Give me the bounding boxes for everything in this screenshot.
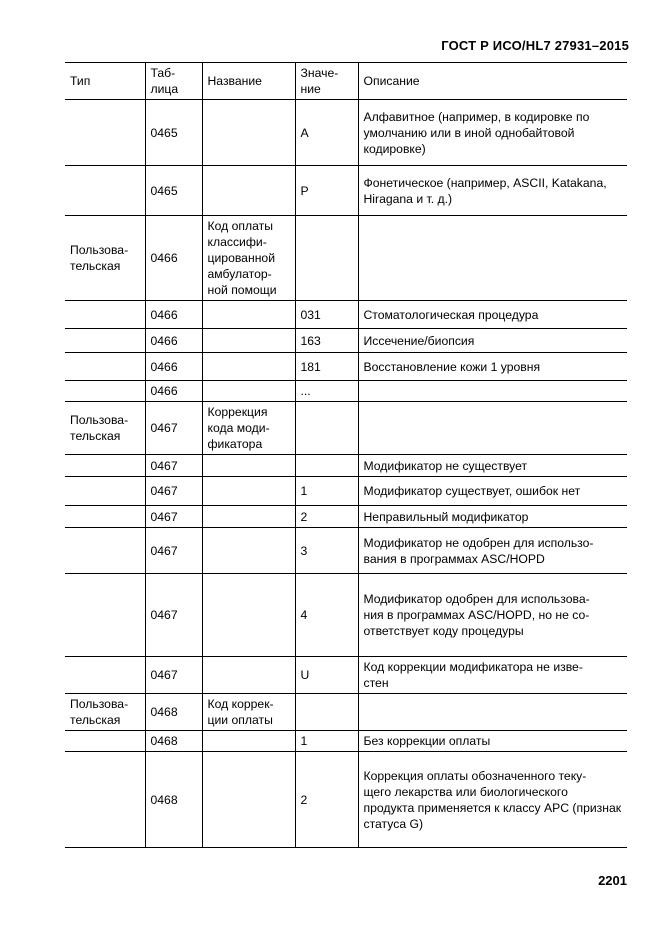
value-cell: 4	[295, 574, 358, 657]
table-number-cell: 0467	[145, 528, 202, 574]
value-cell: P	[295, 166, 358, 216]
value-cell: ...	[295, 381, 358, 402]
description-cell: Восстановление кожи 1 уровня	[358, 353, 627, 381]
name-cell	[202, 752, 295, 848]
name-cell	[202, 301, 295, 329]
name-cell: Код коррек- ции оплаты	[202, 694, 295, 731]
table-row	[65, 657, 627, 694]
type-cell	[65, 477, 145, 506]
table-number-cell: 0467	[145, 506, 202, 528]
description-cell: Код коррекции модификатора не изве- стен	[358, 657, 627, 694]
standard-code: ГОСТ Р ИСО/HL7 27931–2015	[441, 38, 629, 53]
value-cell	[295, 216, 358, 301]
table-number-cell: 0467	[145, 574, 202, 657]
value-cell: 2	[295, 752, 358, 848]
table-row	[65, 100, 627, 166]
table-row	[65, 731, 627, 752]
table-row	[65, 528, 627, 574]
table-number-cell: 0468	[145, 752, 202, 848]
table-row	[65, 506, 627, 528]
table-number-cell: 0468	[145, 694, 202, 731]
description-cell: Алфавитное (например, в кодировке по умолчанию или в иной однобайтовой кодировке)	[358, 100, 627, 166]
type-cell	[65, 574, 145, 657]
name-cell	[202, 166, 295, 216]
name-cell	[202, 381, 295, 402]
value-cell: 3	[295, 528, 358, 574]
type-cell	[65, 455, 145, 477]
value-cell: 163	[295, 329, 358, 353]
table-number-cell: 0465	[145, 100, 202, 166]
table-number-cell: 0467	[145, 455, 202, 477]
value-cell: 031	[295, 301, 358, 329]
description-cell	[358, 216, 627, 301]
name-cell	[202, 528, 295, 574]
table-number-cell: 0466	[145, 353, 202, 381]
type-cell	[65, 506, 145, 528]
description-cell	[358, 694, 627, 731]
value-cell: A	[295, 100, 358, 166]
table-row	[65, 752, 627, 848]
value-cell	[295, 694, 358, 731]
table-number-cell: 0467	[145, 402, 202, 455]
description-cell: Фонетическое (например, ASCII, Katakana, Hiragana и т. д.)	[358, 166, 627, 216]
table-number-cell: 0466	[145, 381, 202, 402]
type-cell	[65, 100, 145, 166]
description-cell: Стоматологическая процедура	[358, 301, 627, 329]
description-cell: Модификатор существует, ошибок нет	[358, 477, 627, 506]
description-cell	[358, 381, 627, 402]
table-number-cell: 0466	[145, 216, 202, 301]
name-cell: Код оплаты классифи- цированной амбулатор- ной помощи	[202, 216, 295, 301]
table-row	[65, 353, 627, 381]
value-cell: 2	[295, 506, 358, 528]
column-header-description: Описание	[358, 63, 627, 100]
column-header-type: Тип	[65, 63, 145, 100]
type-cell: Пользова- тельская	[65, 694, 145, 731]
name-cell	[202, 731, 295, 752]
type-cell	[65, 329, 145, 353]
table-number-cell: 0465	[145, 166, 202, 216]
value-cell: 181	[295, 353, 358, 381]
table-body	[65, 100, 627, 848]
table-row	[65, 329, 627, 353]
type-cell	[65, 381, 145, 402]
description-cell: Без коррекции оплаты	[358, 731, 627, 752]
value-cell	[295, 402, 358, 455]
type-cell	[65, 166, 145, 216]
type-cell	[65, 528, 145, 574]
table-row	[65, 455, 627, 477]
type-cell	[65, 301, 145, 329]
column-header-table: Таб- лица	[145, 63, 202, 100]
name-cell: Коррекция кода моди- фикатора	[202, 402, 295, 455]
description-cell	[358, 402, 627, 455]
name-cell	[202, 477, 295, 506]
name-cell	[202, 100, 295, 166]
value-cell: 1	[295, 477, 358, 506]
table-row	[65, 301, 627, 329]
description-cell: Иссечение/биопсия	[358, 329, 627, 353]
table-number-cell: 0467	[145, 477, 202, 506]
table-row	[65, 381, 627, 402]
name-cell	[202, 329, 295, 353]
value-cell: 1	[295, 731, 358, 752]
table-number-cell: 0467	[145, 657, 202, 694]
table-row	[65, 402, 627, 455]
table-row	[65, 477, 627, 506]
column-header-value: Значе- ние	[295, 63, 358, 100]
table-header-row	[65, 63, 627, 100]
value-cell: U	[295, 657, 358, 694]
page-number: 2201	[598, 873, 627, 888]
value-cell	[295, 455, 358, 477]
type-cell	[65, 657, 145, 694]
table-row	[65, 166, 627, 216]
table-row	[65, 694, 627, 731]
name-cell	[202, 657, 295, 694]
type-cell: Пользова- тельская	[65, 216, 145, 301]
description-cell: Модификатор не существует	[358, 455, 627, 477]
type-cell: Пользова- тельская	[65, 402, 145, 455]
name-cell	[202, 574, 295, 657]
type-cell	[65, 752, 145, 848]
table-number-cell: 0468	[145, 731, 202, 752]
code-table	[65, 62, 627, 848]
table-row	[65, 574, 627, 657]
name-cell	[202, 506, 295, 528]
table-number-cell: 0466	[145, 329, 202, 353]
type-cell	[65, 731, 145, 752]
table-row	[65, 216, 627, 301]
description-cell: Модификатор не одобрен для использо- вания в программах ASC/HOPD	[358, 528, 627, 574]
type-cell	[65, 353, 145, 381]
table-number-cell: 0466	[145, 301, 202, 329]
description-cell: Неправильный модификатор	[358, 506, 627, 528]
column-header-name: Название	[202, 63, 295, 100]
name-cell	[202, 455, 295, 477]
description-cell: Модификатор одобрен для использова- ния в программах ASC/HOPD, но не со- ответствует коду процедуры	[358, 574, 627, 657]
name-cell	[202, 353, 295, 381]
description-cell: Коррекция оплаты обозначенного теку- щего лекарства или биологического продукта применяется к классу APC (признак статуса G)	[358, 752, 627, 848]
